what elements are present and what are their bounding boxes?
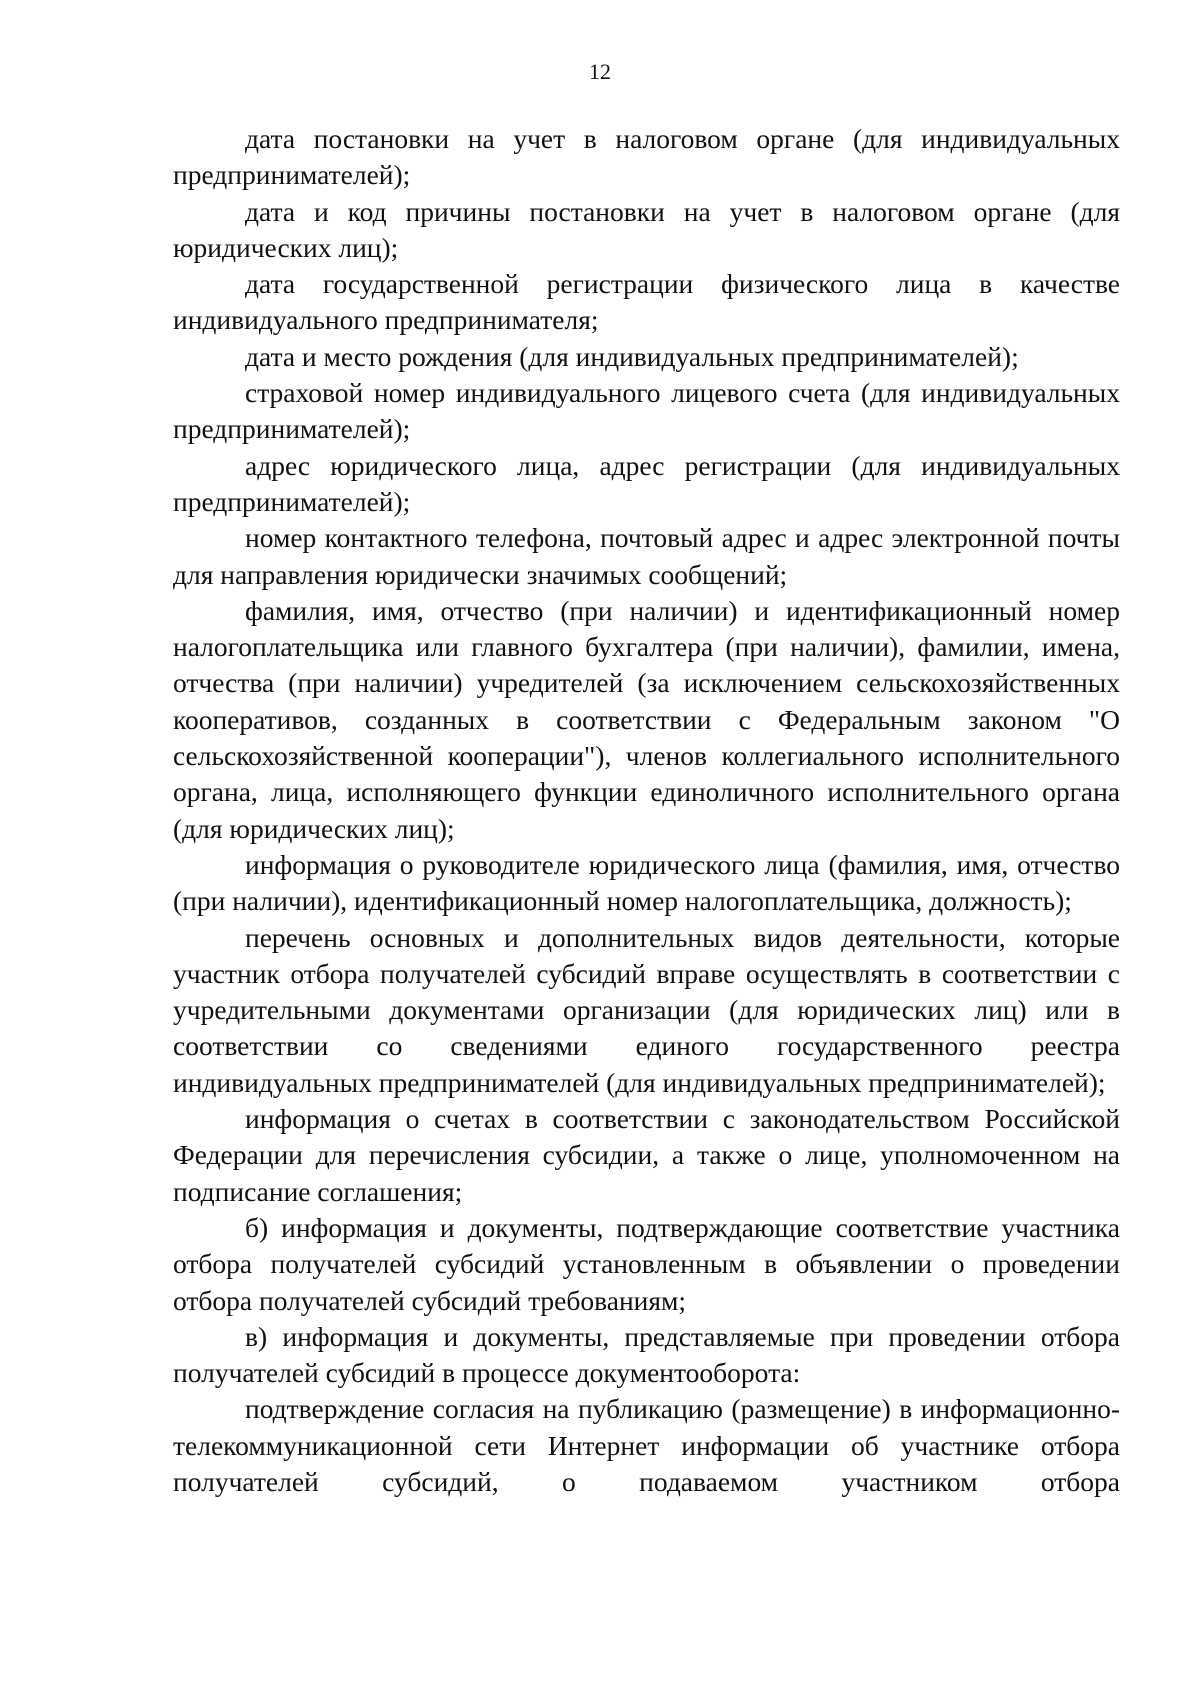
paragraph: дата государственной регистрации физического лица в качестве индивидуального предпринимателя; [173,268,1120,336]
paragraph: номер контактного телефона, почтовый адрес и адрес электронной почты для направления юридически значимых сообщений; [173,522,1120,590]
paragraph: информация о руководителе юридического лица (фамилия, имя, отчество (при наличии), идентификационный номер налогоплательщика, должность); [173,848,1120,917]
paragraph: фамилия, имя, отчество (при наличии) и идентификационный номер налогоплательщика или главного бухгалтера (при наличии), фамилии, имена, отчества (при наличии) учредителей (за исключением сельскохозяйственных кооперативов, созданных в соответствии с Федеральным законом "О сельскохозяйственной кооперации"), членов коллегиального исполнительного органа, лица, исполняющего функции единоличного исполнительного органа (для юридических лиц); [173,594,1120,844]
paragraph: в) информация и документы, представляемые при проведении отбора получателей субсидий в процессе документооборота: [173,1320,1120,1389]
paragraph: адрес юридического лица, адрес регистрации (для индивидуальных предпринимателей); [173,449,1120,517]
paragraph: подтверждение согласия на публикацию (размещение) в информационно-телекоммуникационной сети Интернет информации об участнике отбора получателей субсидий, о подаваемом участником отбора [173,1393,1120,1497]
paragraph: б) информация и документы, подтверждающие соответствие участника отбора получателей субсидий установленным в объявлении о проведении отбора получателей субсидий требованиям; [173,1211,1120,1316]
paragraph: дата и место рождения (для индивидуальных предпринимателей); [245,340,1019,372]
paragraph: дата и код причины постановки на учет в налоговом органе (для юридических лиц); [173,195,1120,263]
paragraph: дата постановки на учет в налоговом органе (для индивидуальных предпринимателей); [173,123,1120,191]
paragraph: перечень основных и дополнительных видов деятельности, которые участник отбора получателей субсидий вправе осуществлять в соответствии с учредительными документами организации (для юридических лиц) или в соответствии со сведениями единого государственного реестра индивидуальных предпринимателей (для индивидуальных предпринимателей); [173,921,1120,1098]
document-body [173,121,1120,1500]
paragraph: страховой номер индивидуального лицевого счета (для индивидуальных предпринимателей); [173,377,1120,445]
page-number: 12 [589,59,611,84]
paragraph: информация о счетах в соответствии с законодательством Российской Федерации для перечисления субсидии, а также о лице, уполномоченном на подписание соглашения; [173,1103,1120,1207]
